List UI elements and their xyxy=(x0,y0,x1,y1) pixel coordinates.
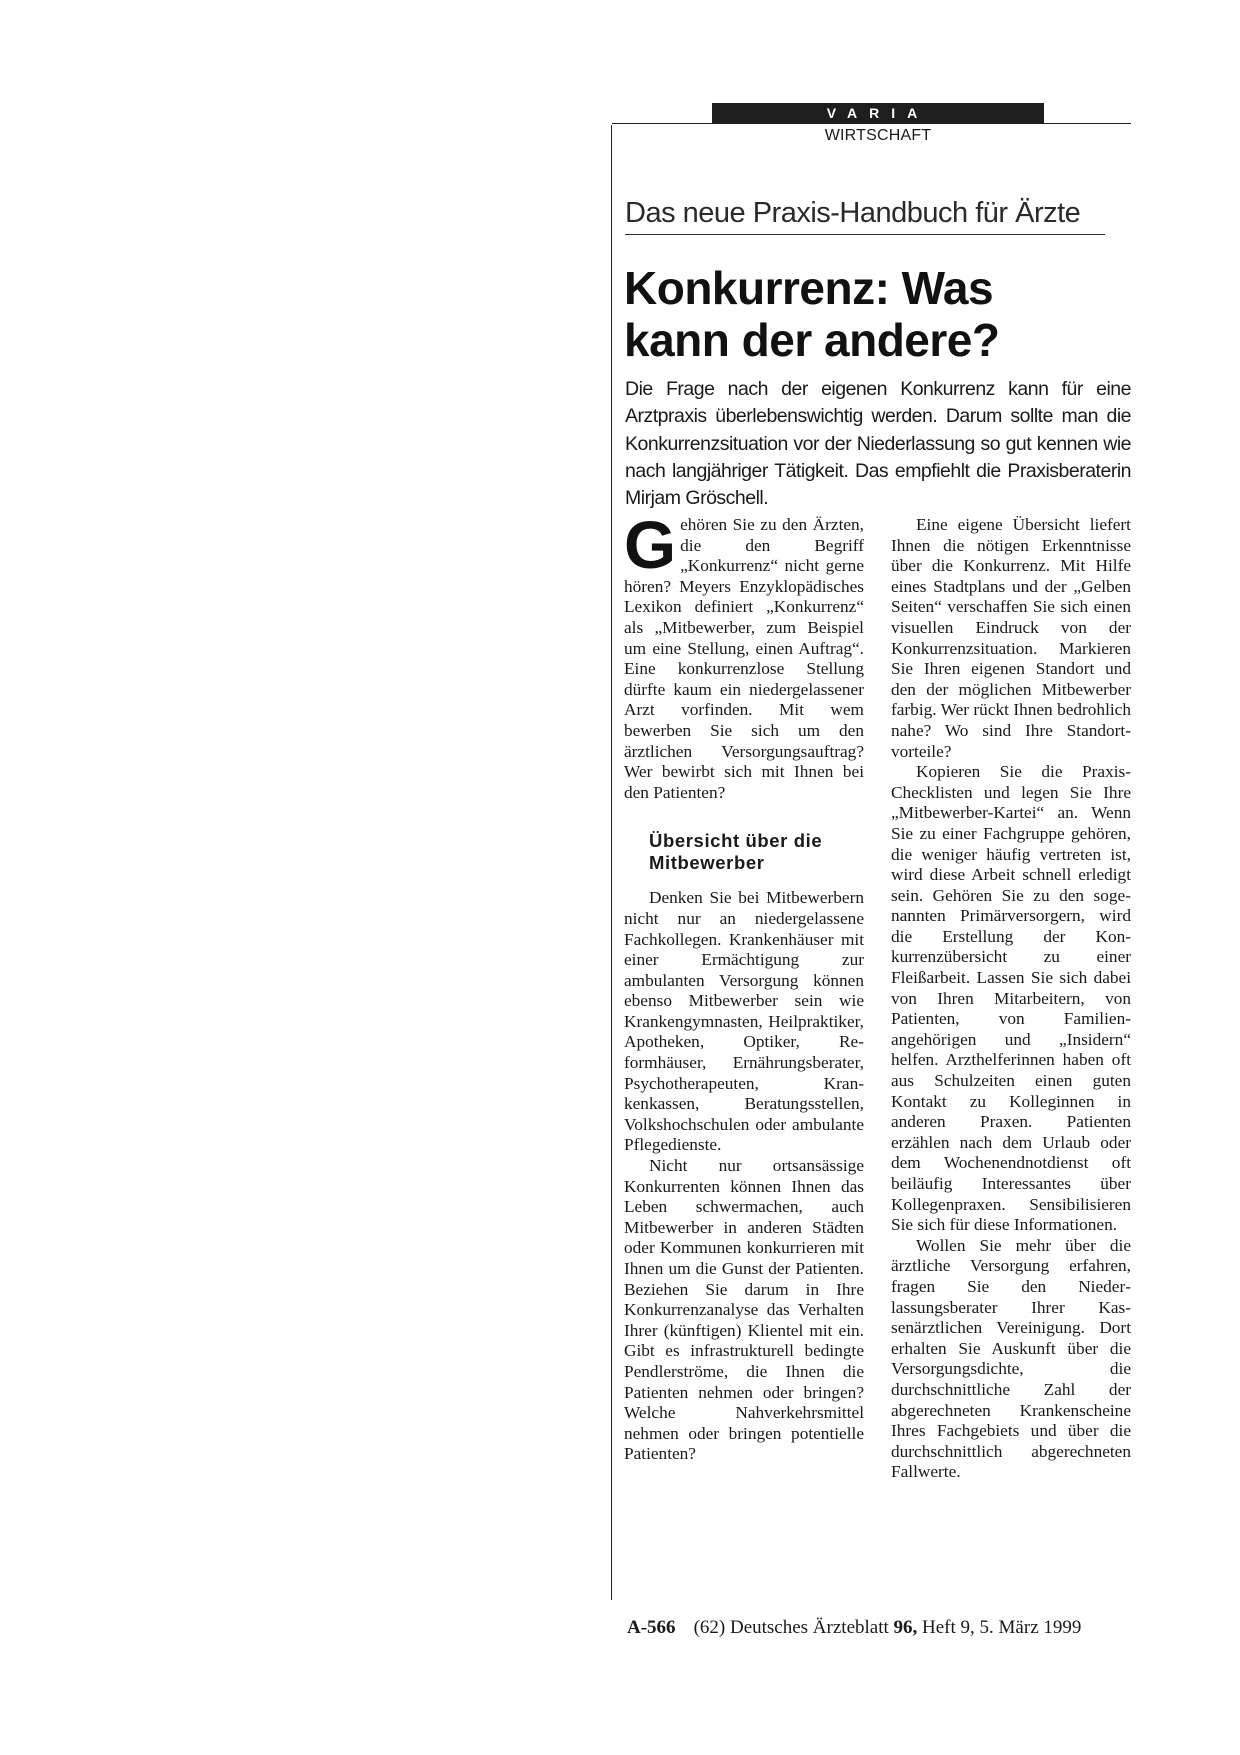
headline-line-1: Konkurrenz: Was xyxy=(624,262,994,314)
subheading: Übersicht über die Mitbewerber xyxy=(649,830,823,874)
kicker: Das neue Praxis-Handbuch für Ärzte xyxy=(625,197,1105,235)
page-footer xyxy=(627,1617,1081,1639)
body-paragraph xyxy=(624,508,864,803)
section-label: WIRTSCHAFT xyxy=(824,127,932,144)
headline-line-2: kann der andere? xyxy=(624,314,1000,366)
headline xyxy=(624,262,1134,366)
body-paragraph: Denken Sie bei Mitbewerbern nicht nur an niedergelassene Fachkollegen. Krankenhäuser mit einer Ermächtigung zur ambulanten Versorgung können ebenso Mitbewerber sein wie Krankengymnasten, Heilpraktiker, Apotheken, Optiker, Reformhäuser, Ernährungsberater, Psychotherapeuten, Krankenkassen, Beratungsstellen, Volkshochschulen oder ambulante Pflegedienste. xyxy=(624,888,864,1155)
page-number: A-566 xyxy=(627,1617,676,1638)
body-column-2 xyxy=(891,515,1131,1483)
issue-suffix: Heft 9, 5. März 1999 xyxy=(917,1617,1082,1638)
body-paragraph: Eine eigene Übersicht liefert Ihnen die nötigen Erkenntnisse über die Konkurrenz. Mit Hilfe eines Stadtplans und der „Gelben Seiten“ verschaffen Sie sich einen visuellen Eindruck von der Konkurrenzsituation. Markieren Sie Ihren eigenen Standort und den der möglichen Mitbewerber farbig. Wer rückt Ihnen bedrohlich nahe? Wo sind Ihre Standortvorteile? xyxy=(891,515,1131,761)
issue-prefix: (62) Deutsches Ärzteblatt xyxy=(693,1617,894,1638)
section-bar: VARIA xyxy=(712,103,1044,123)
body-paragraph: Wollen Sie mehr über die ärztliche Versorgung erfahren, fragen Sie den Niederlassungsberater Ihrer Kassenärztlichen Vereinigung. Dort erhalten Sie Auskunft über die Versorgungsdichte, die durchschnittliche Zahl der abgerechneten Krankenscheine Ihres Fachgebiets und über die durchschnittlich abgerechneten Fallwerte. xyxy=(891,1235,1131,1482)
body-paragraph: Nicht nur ortsansässige Konkurrenten können Ihnen das Leben schwermachen, auch Mitbewerber in anderen Städten oder Kommunen konkurrieren mit Ihnen um die Gunst der Patienten. Beziehen Sie darum in Ihre Konkurrenzanalyse das Verhalten Ihrer (künftigen) Klientel mit ein. Gibt es infrastrukturell bedingte Pendlerströme, die Ihnen die Patienten nehmen oder bringen? Welche Nahverkehrsmittel nehmen oder bringen potentielle Patienten? xyxy=(624,1156,864,1464)
body-paragraph: Kopieren Sie die Praxis-Checklisten und legen Sie Ihre „Mitbewerber-Kartei“ an. Wenn Sie zu einer Fachgruppe gehören, die weniger häufig vertreten ist, wird diese Arbeit schnell erledigt sein. Gehören Sie zu den sogenannten Primärversorgern, wird die Erstellung der Konkurrenzübersicht zu einer Fleißarbeit. Lassen Sie sich dabei von Ihren Mitarbeitern, von Patienten, von Familienangehörigen und „Insidern“ helfen. Arzthelferinnen haben oft aus Schulzeiten einen guten Kontakt zu Kolleginnen in anderen Praxen. Patienten erzählen nach dem Urlaub oder dem Wochenendnotdienst oft beiläufig Interessantes über Kollegenpraxen. Sensibilisieren Sie sich für diese Informationen. xyxy=(891,762,1131,1235)
body-column-1 xyxy=(624,508,864,1465)
volume-number: 96, xyxy=(893,1617,918,1638)
paragraph-text: ehören Sie zu den Ärzten, die den Begriff „Konkurrenz“ nicht gerne hören? Meyers Enzyklopädisches Lexikon definiert „Konkurrenz“ als „Mitbewerber, zum Beispiel um eine Stellung, einen Auftrag“. Eine konkurrenzlose Stellung dürfte kaum ein niedergelassener Arzt vorfinden. Mit wem bewerben Sie sich um den ärztlichen Versorgungsauftrag? Wer bewirbt sich mit Ihnen bei den Patienten? xyxy=(624,515,864,802)
dropcap: G xyxy=(624,508,677,583)
lead-paragraph: Die Frage nach der eigenen Konkurrenz kann für eine Arztpraxis überlebenswichtig werden. Darum sollte man die Konkurrenzsituation vor der Niederlassung so gut kennen wie nach langjähriger Tätigkeit. Das empfiehlt die Praxisberaterin Mirjam Gröschell. xyxy=(625,378,1131,510)
header-rule xyxy=(612,123,1131,124)
column-rule xyxy=(611,125,612,1600)
